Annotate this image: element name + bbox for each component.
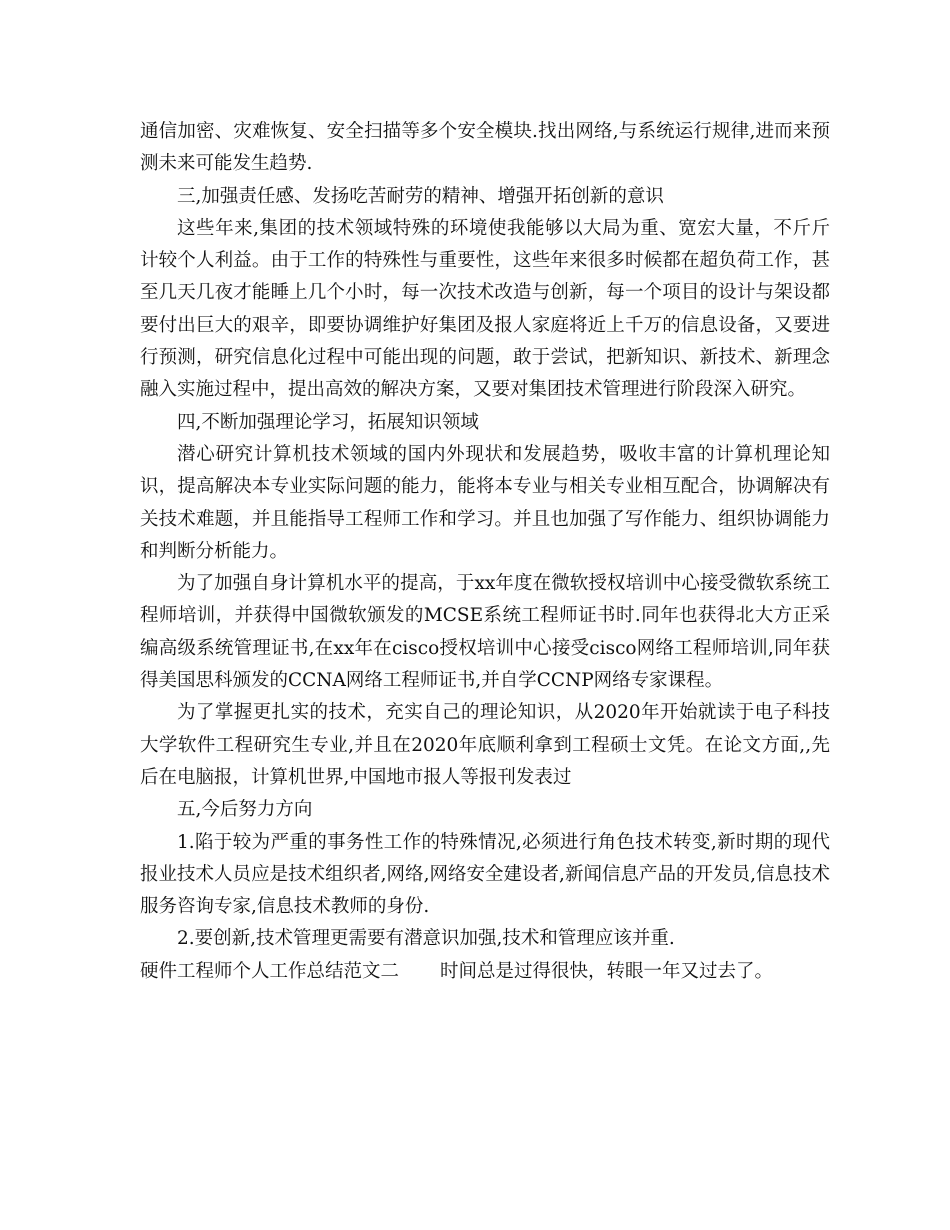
paragraph-7: 为了掌握更扎实的技术，充实自己的理论知识，从2020年开始就读于电子科技大学软件工程研究生专业,并且在2020年底顺利拿到工程硕士文凭。在论文方面,,先后在电脑报，计算机世界,中国地市报人等报刊发表过	[140, 702, 830, 788]
paragraph-6: 为了加强自身计算机水平的提高，于xx年度在微软授权培训中心接受微软系统工程师培训，并获得中国微软颁发的MCSE系统工程师证书时.同年也获得北大方正采编高级系统管理证书,在xx年在cisco授权培训中心接受cisco网络工程师培训,同年获得美国思科颁发的CCNA网络工程师证书,并自学CCNP网络专家课程。	[140, 573, 830, 692]
paragraph-5: 潜心研究计算机技术领域的国内外现状和发展趋势，吸收丰富的计算机理论知识，提高解决本专业实际问题的能力，能将本专业与相关专业相互配合，协调解决有关技术难题，并且能指导工程师工作和学习。并且也加强了写作能力、组织协调能力和判断分析能力。	[140, 443, 830, 562]
paragraph-1: 通信加密、灾难恢复、安全扫描等多个安全模块.找出网络,与系统运行规律,进而来预测未来可能发生趋势.	[140, 121, 830, 175]
next-article-opening: 时间总是过得很快，转眼一年又过去了。	[440, 960, 774, 982]
closing-line	[140, 956, 830, 988]
next-article-title: 硬件工程师个人工作总结范文二	[140, 960, 400, 982]
heading-five: 五,今后努力方向	[177, 799, 313, 821]
paragraph-9: 1.陷于较为严重的事务性工作的特殊情况,必须进行角色技术转变,新时期的现代报业技术人员应是技术组织者,网络,网络安全建设者,新闻信息产品的开发员,信息技术服务咨询专家,信息技术教师的身份.	[140, 831, 830, 918]
document-body	[140, 116, 830, 988]
heading-four: 四,不断加强理论学习，拓展知识领域	[177, 411, 479, 433]
paragraph-3: 这些年来,集团的技术领域特殊的环境使我能够以大局为重、宽宏大量，不斤斤计较个人利益。由于工作的特殊性与重要性，这些年来很多时候都在超负荷工作，甚至几天几夜才能睡上几个小时，每一次技术改造与创新，每一个项目的设计与架设都要付出巨大的艰辛，即要协调维护好集团及报人家庭将近上千万的信息设备，又要进行预测，研究信息化过程中可能出现的问题，敢于尝试，把新知识、新技术、新理念融入实施过程中，提出高效的解决方案，又要对集团技术管理进行阶段深入研究。	[140, 217, 830, 401]
heading-three: 三,加强责任感、发扬吃苦耐劳的精神、增强开拓创新的意识	[177, 185, 664, 207]
paragraph-10: 2.要创新,技术管理更需要有潜意识加强,技术和管理应该并重.	[177, 928, 675, 950]
